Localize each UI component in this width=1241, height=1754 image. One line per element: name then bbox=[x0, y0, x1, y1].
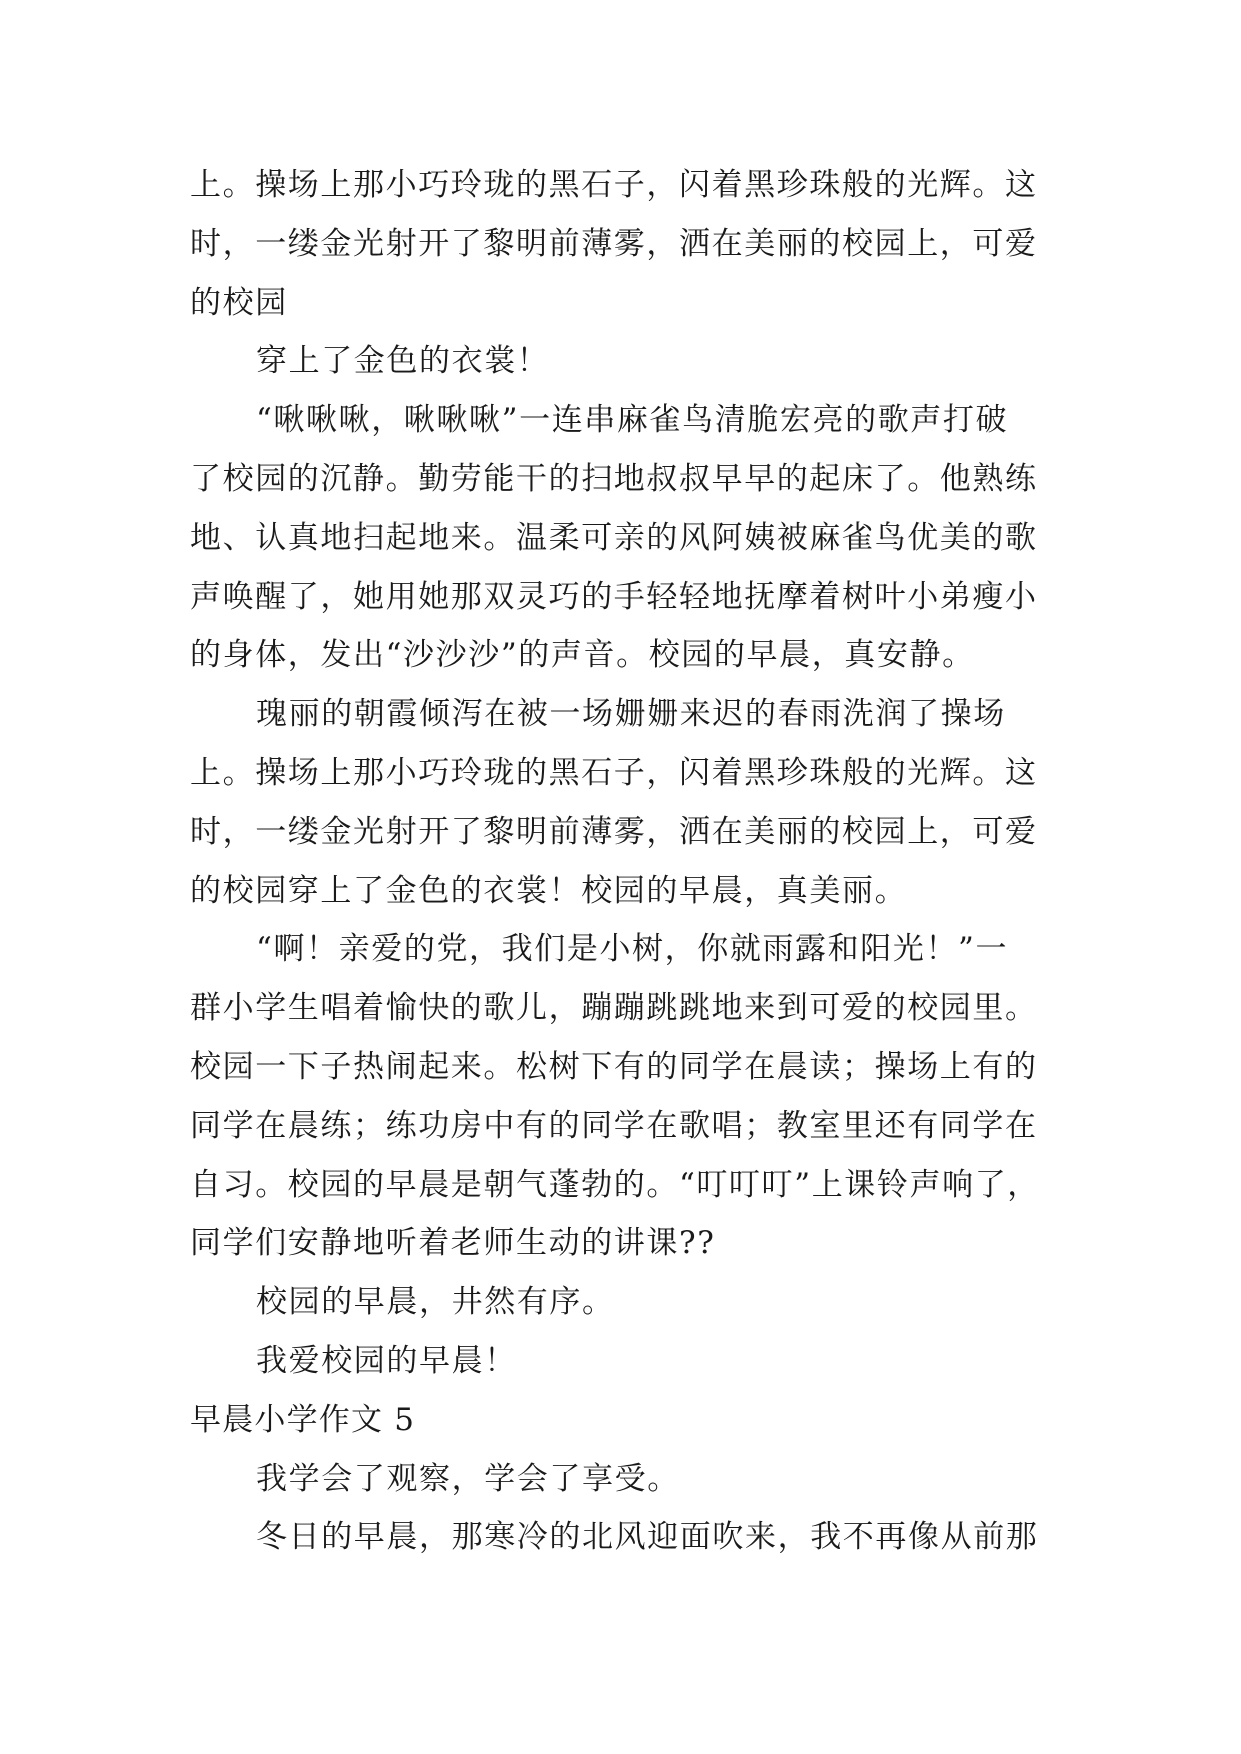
text-line: 穿上了金色的衣裳！ bbox=[256, 343, 550, 380]
text-line: 声唤醒了，她用她那双灵巧的手轻轻地抚摩着树叶小弟瘦小 bbox=[190, 578, 1038, 615]
text-line: 校园一下子热闹起来。松树下有的同学在晨读；操场上有的 bbox=[190, 1048, 1038, 1085]
text-line: 的校园穿上了金色的衣裳！校园的早晨，真美丽。 bbox=[190, 872, 908, 909]
text-line: 了校园的沉静。勤劳能干的扫地叔叔早早的起床了。他熟练 bbox=[190, 460, 1038, 497]
text-line: 同学在晨练；练功房中有的同学在歌唱；教室里还有同学在 bbox=[190, 1107, 1038, 1144]
text-line: 的校园 bbox=[190, 284, 288, 321]
section-heading: 早晨小学作文 5 bbox=[190, 1401, 416, 1438]
document-body bbox=[190, 156, 1070, 1567]
text-line: 我学会了观察，学会了享受。 bbox=[256, 1460, 680, 1497]
text-line: 时，一缕金光射开了黎明前薄雾，洒在美丽的校园上，可爱 bbox=[190, 225, 1038, 262]
text-line: 我爱校园的早晨！ bbox=[256, 1342, 517, 1379]
text-line: 的身体，发出“沙沙沙”的声音。校园的早晨，真安静。 bbox=[190, 637, 975, 674]
text-line: 瑰丽的朝霞倾泻在被一场姗姗来迟的春雨洗润了操场 bbox=[256, 696, 1006, 733]
text-line: 校园的早晨，井然有序。 bbox=[256, 1284, 615, 1321]
text-line: 时，一缕金光射开了黎明前薄雾，洒在美丽的校园上，可爱 bbox=[190, 813, 1038, 850]
text-line: 上。操场上那小巧玲珑的黑石子，闪着黑珍珠般的光辉。这 bbox=[190, 167, 1038, 203]
text-line: 自习。校园的早晨是朝气蓬勃的。“叮叮叮”上课铃声响了， bbox=[190, 1166, 1040, 1203]
text-line: 上。操场上那小巧玲珑的黑石子，闪着黑珍珠般的光辉。这 bbox=[190, 754, 1038, 791]
text-line: 同学们安静地听着老师生动的讲课?? bbox=[190, 1225, 716, 1262]
text-line: 冬日的早晨，那寒冷的北风迎面吹来，我不再像从前那 bbox=[256, 1519, 1039, 1556]
text-line: 群小学生唱着愉快的歌儿，蹦蹦跳跳地来到可爱的校园里。 bbox=[190, 990, 1038, 1027]
text-line: “啊！亲爱的党，我们是小树，你就雨露和阳光！”一 bbox=[256, 931, 1009, 968]
text-line: 地、认真地扫起地来。温柔可亲的风阿姨被麻雀鸟优美的歌 bbox=[190, 519, 1038, 556]
text-line: “啾啾啾，啾啾啾”一连串麻雀鸟清脆宏亮的歌声打破 bbox=[256, 402, 1009, 439]
